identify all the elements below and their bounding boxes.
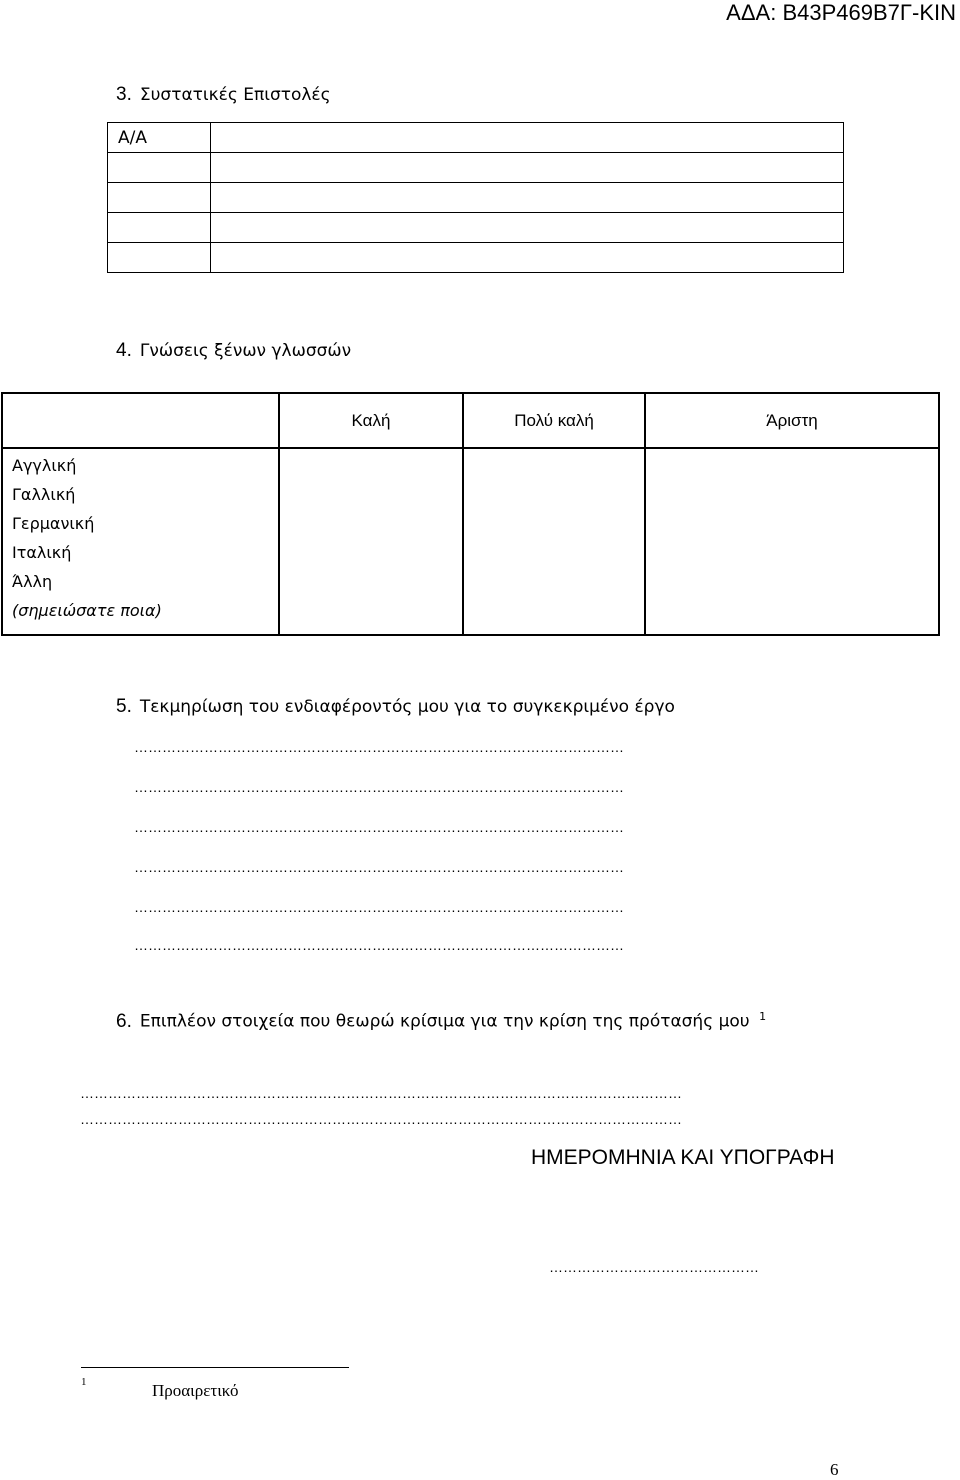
languages-table	[1, 392, 940, 636]
column-good: Καλή	[279, 393, 463, 448]
section-6-heading	[116, 1010, 766, 1033]
table-header-aa: Α/Α	[108, 123, 211, 153]
dotted-line[interactable]: ……………………………………………………………………………………………	[134, 819, 624, 835]
level-cell-very-good[interactable]	[463, 448, 645, 635]
footnote-marker: 1	[81, 1376, 87, 1388]
dotted-line[interactable]: ……………………………………………………………………………………………	[134, 937, 624, 953]
section-4-heading	[116, 340, 351, 362]
section-6-number: 6.	[116, 1010, 132, 1032]
dotted-line[interactable]: ……………………………………………………………………………………………	[134, 779, 624, 795]
language-french: Γαλλική	[12, 485, 76, 504]
level-cell-excellent[interactable]	[645, 448, 939, 635]
column-excellent: Άριστη	[645, 393, 939, 448]
table-cell[interactable]	[211, 123, 844, 153]
level-cell-good[interactable]	[279, 448, 463, 635]
language-other: Άλλη	[12, 572, 53, 591]
language-english: Αγγλική	[12, 456, 77, 475]
dotted-line[interactable]: …………………………………………………………………………………………………………………	[80, 1085, 682, 1101]
footnote-separator	[81, 1367, 349, 1368]
footnote-reference: 1	[759, 1010, 767, 1023]
signature-line[interactable]: ………………………………………	[549, 1259, 759, 1275]
table-cell[interactable]	[211, 183, 844, 213]
section-5-heading	[116, 696, 675, 718]
ada-code: ΑΔΑ: Β43Ρ469Β7Γ-ΚΙΝ	[726, 0, 956, 25]
languages-list	[2, 448, 279, 635]
language-other-note: (σημειώσατε ποια)	[12, 601, 162, 620]
recommendation-letters-table	[107, 122, 844, 273]
column-very-good: Πολύ καλή	[463, 393, 645, 448]
page-number: 6	[830, 1460, 839, 1479]
table-cell[interactable]	[108, 213, 211, 243]
section-4-number: 4.	[116, 340, 132, 361]
section-5-title: Τεκμηρίωση του ενδιαφέροντός μου για το συγκεκριμένο έργο	[139, 697, 675, 717]
section-4-title: Γνώσεις ξένων γλωσσών	[139, 341, 352, 361]
footnote-text: Προαιρετικό	[152, 1381, 239, 1400]
table-cell[interactable]	[211, 243, 844, 273]
dotted-line[interactable]: ……………………………………………………………………………………………	[134, 899, 624, 915]
section-5-number: 5.	[116, 696, 132, 717]
table-corner-cell	[2, 393, 279, 448]
table-cell[interactable]	[108, 153, 211, 183]
dotted-line[interactable]: …………………………………………………………………………………………………………………	[80, 1111, 682, 1127]
table-cell[interactable]	[211, 213, 844, 243]
dotted-line[interactable]: ……………………………………………………………………………………………	[134, 739, 624, 755]
dotted-line[interactable]: ……………………………………………………………………………………………	[134, 859, 624, 875]
section-3-title: Συστατικές Επιστολές	[139, 85, 331, 105]
date-and-signature-label: ΗΜΕΡΟΜΗΝΙΑ ΚΑΙ ΥΠΟΓΡΑΦΗ	[531, 1146, 835, 1169]
section-3-heading	[116, 84, 331, 106]
language-german: Γερμανική	[12, 514, 95, 533]
section-6-title: Επιπλέον στοιχεία που θεωρώ κρίσιμα για την κρίση της πρότασής μου	[139, 1011, 750, 1032]
table-cell[interactable]	[108, 183, 211, 213]
table-cell[interactable]	[211, 153, 844, 183]
table-cell[interactable]	[108, 243, 211, 273]
section-3-number: 3.	[116, 84, 132, 105]
language-italian: Ιταλική	[12, 543, 72, 562]
